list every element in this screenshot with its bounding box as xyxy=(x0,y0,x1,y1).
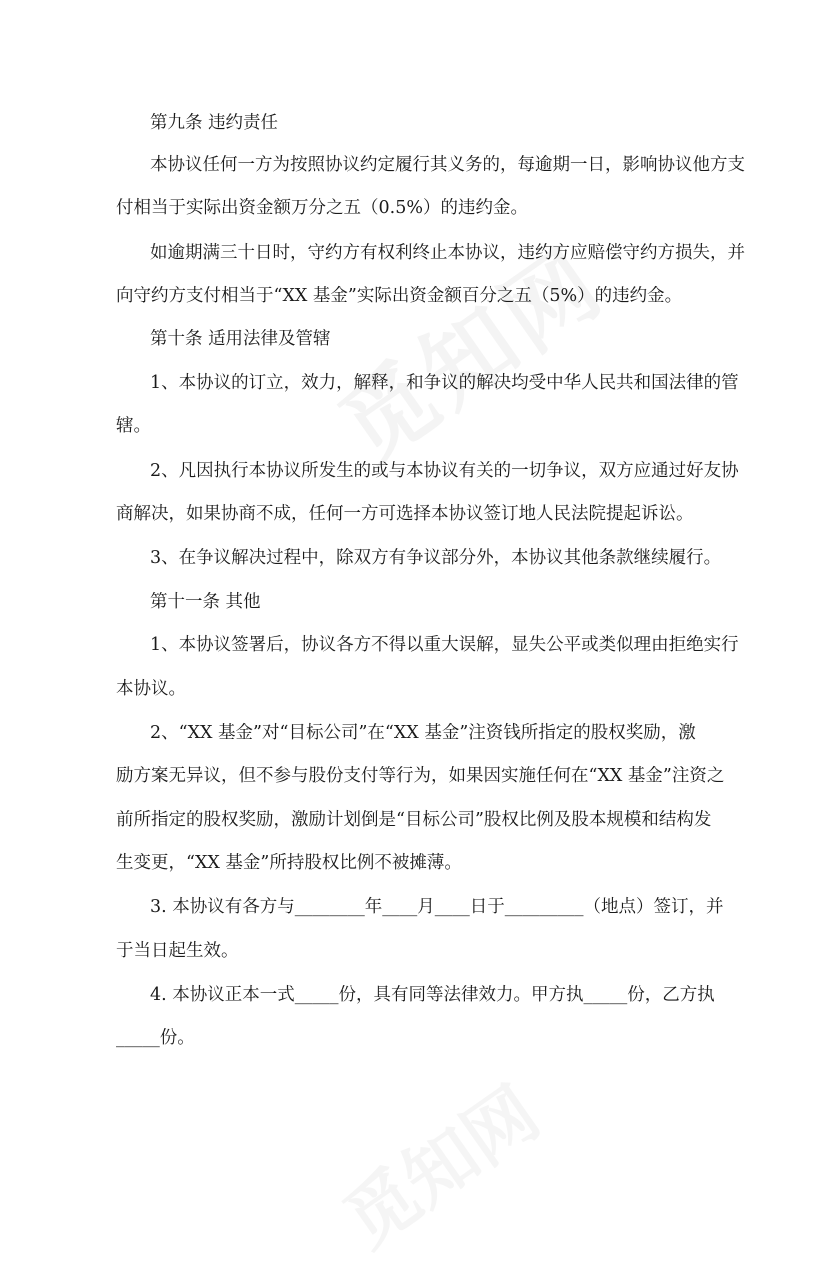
paragraph-line: 本协议任何一方为按照协议约定履行其义务的，每逾期一日，影响协议他方支 xyxy=(150,155,745,175)
paragraph-line: 付相当于实际出资金额万分之五（0.5%）的违约金。 xyxy=(116,198,528,218)
paragraph-line: 3. 本协议有各方与________年____月____日于_________（地点）签订，并 xyxy=(150,897,724,917)
paragraph-line: 2、凡因执行本协议所发生的或与本协议有关的一切争议，双方应通过好友协 xyxy=(150,461,739,481)
paragraph-line: 如逾期满三十日时，守约方有权利终止本协议，违约方应赔偿守约方损失，并 xyxy=(150,243,745,263)
paragraph-line: 2、“XX 基金”对“目标公司”在“XX 基金”注资钱所指定的股权奖励，激 xyxy=(150,723,696,743)
paragraph-line: 于当日起生效。 xyxy=(116,941,239,961)
paragraph-line: 生变更，“XX 基金”所持股权比例不被摊薄。 xyxy=(116,853,462,873)
paragraph-line: 1、本协议签署后，协议各方不得以重大误解，显失公平或类似理由拒绝实行 xyxy=(150,635,739,655)
paragraph-line: 1、本协议的订立，效力，解释，和争议的解决均受中华人民共和国法律的管 xyxy=(150,373,739,393)
paragraph-line: 向守约方支付相当于“XX 基金”实际出资金额百分之五（5%）的违约金。 xyxy=(116,286,683,306)
paragraph-line: 4. 本协议正本一式_____份，具有同等法律效力。甲方执_____份，乙方执 xyxy=(150,985,715,1005)
paragraph-line: 辖。 xyxy=(116,416,151,436)
paragraph-line: 励方案无异议，但不参与股份支付等行为，如果因实施任何在“XX 基金”注资之 xyxy=(116,766,725,786)
paragraph-line: 商解决，如果协商不成，任何一方可选择本协议签订地人民法院提起诉讼。 xyxy=(116,504,694,524)
article-10-heading: 第十条 适用法律及管辖 xyxy=(150,329,331,349)
paragraph-line: 前所指定的股权奖励，激励计划倒是“目标公司”股权比例及股本规模和结构发 xyxy=(116,810,712,830)
article-11-heading: 第十一条 其他 xyxy=(150,592,261,612)
paragraph-line: 本协议。 xyxy=(116,679,186,699)
paragraph-line: 3、在争议解决过程中，除双方有争议部分外，本协议其他条款继续履行。 xyxy=(150,548,722,568)
watermark-lower xyxy=(320,1057,557,1266)
paragraph-line: _____份。 xyxy=(116,1028,195,1048)
article-9-heading: 第九条 违约责任 xyxy=(150,113,279,133)
